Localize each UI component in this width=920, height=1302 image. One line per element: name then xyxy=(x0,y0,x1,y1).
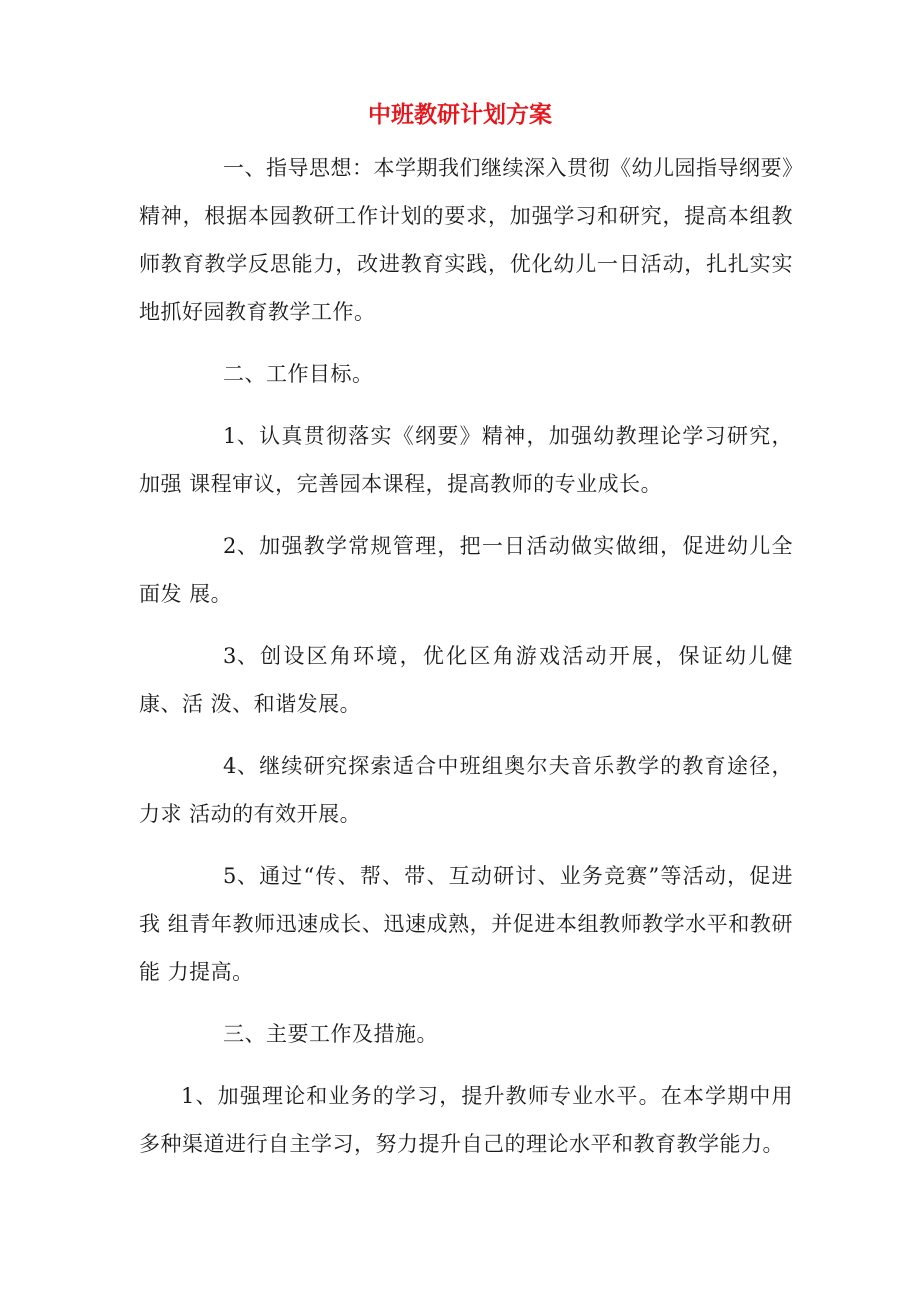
document-title: 中班教研计划方案 xyxy=(368,102,552,128)
paragraph-number: 二、 xyxy=(223,362,266,386)
paragraph-measure-1 xyxy=(139,1072,793,1168)
paragraph-number: 三、 xyxy=(223,1022,266,1046)
paragraph-text: 创设区角环境，优化区角游戏活动开展，保证幼儿健康、活 泼、和谐发展。 xyxy=(139,644,793,716)
paragraph-number: 2、 xyxy=(223,534,259,558)
paragraph-guiding-thought xyxy=(139,144,793,336)
paragraph-goal-5 xyxy=(139,852,793,996)
paragraph-goal-1 xyxy=(139,412,793,508)
paragraph-number: 3、 xyxy=(223,644,259,668)
paragraph-number: 1、 xyxy=(223,424,259,448)
paragraph-text: 主要工作及措施。 xyxy=(266,1022,438,1046)
paragraph-number: 4、 xyxy=(223,754,259,778)
paragraph-number: 一、 xyxy=(223,156,266,180)
paragraph-text: 1、加强理论和业务的学习，提升教师专业水平。在本学期中用多种渠道进行自主学习，努力提升自己的理论水平和教育教学能力。 xyxy=(139,1084,793,1156)
document-body xyxy=(139,144,793,1182)
paragraph-work-goals-heading xyxy=(139,350,793,398)
paragraph-goal-3 xyxy=(139,632,793,728)
paragraph-goal-4 xyxy=(139,742,793,838)
paragraph-text: 加强教学常规管理，把一日活动做实做细，促进幼儿全面发 展。 xyxy=(139,534,793,606)
paragraph-text: 指导思想：本学期我们继续深入贯彻《幼儿园指导纲要》精神，根据本园教研工作计划的要求，加强学习和研究，提高本组教师教育教学反思能力，改进教育实践，优化幼儿一日活动，扎扎实实地抓好园教育教学工作。 xyxy=(139,156,793,324)
paragraph-number: 5、 xyxy=(223,864,259,888)
paragraph-main-work-heading xyxy=(139,1010,793,1058)
paragraph-text: 通过“传、帮、带、互动研讨、业务竞赛”等活动，促进我 组青年教师迅速成长、迅速成熟，并促进本组教师教学水平和教研能 力提高。 xyxy=(139,864,793,984)
paragraph-goal-2 xyxy=(139,522,793,618)
paragraph-text: 认真贯彻落实《纲要》精神，加强幼教理论学习研究，加强 课程审议，完善园本课程，提高教师的专业成长。 xyxy=(139,424,793,496)
paragraph-text: 工作目标。 xyxy=(266,362,374,386)
paragraph-text: 继续研究探索适合中班组奥尔夫音乐教学的教育途径，力求 活动的有效开展。 xyxy=(139,754,793,826)
